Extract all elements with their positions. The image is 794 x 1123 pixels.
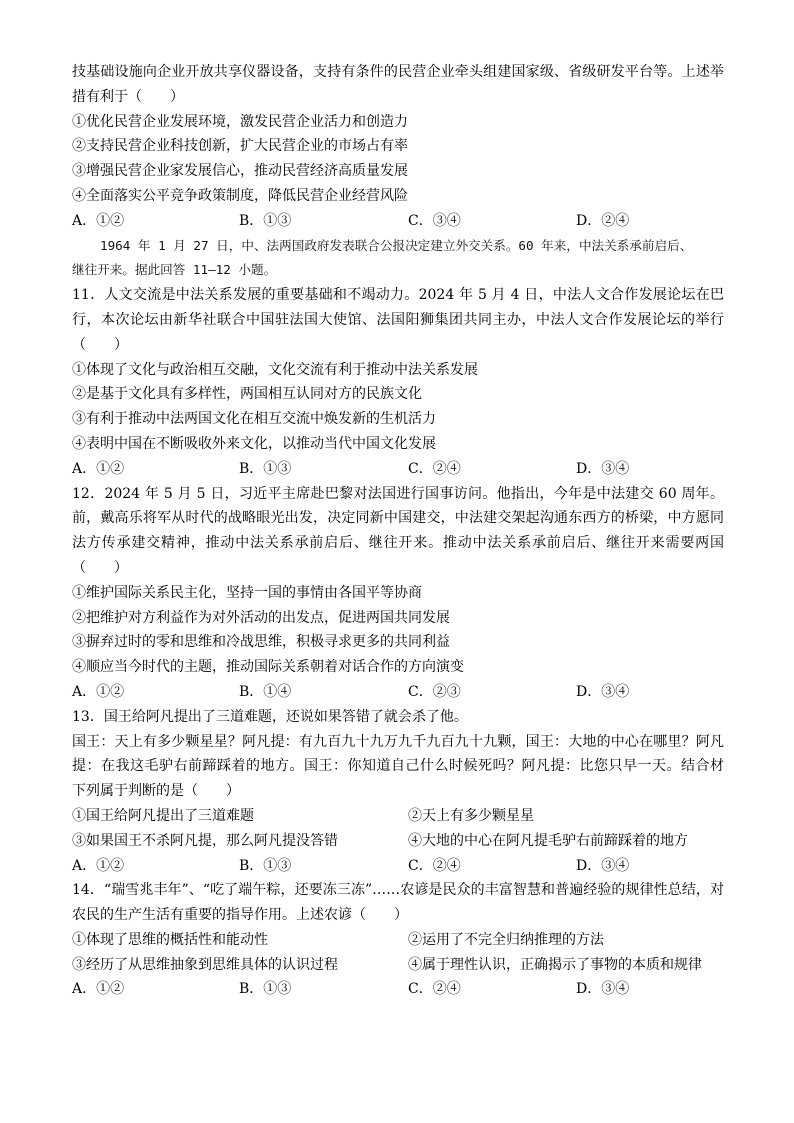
- option-a: A．①②: [72, 683, 125, 700]
- option-c: C．③④: [408, 212, 461, 229]
- question-text: 14．“瑞雪兆丰年”、“吃了端午粽，还要冻三冻”……农谚是民众的丰富智慧和普遍经验的规律性总结，对: [72, 882, 724, 899]
- option-c: C．②④: [408, 981, 461, 998]
- question-text: 措有利于（ ）: [72, 88, 184, 105]
- option-b: B．①④: [239, 683, 292, 700]
- statement: ③如果国王不杀阿凡提，那么阿凡提没答错: [72, 832, 338, 849]
- answer-options: [72, 854, 724, 879]
- statement: ②天上有多少颗星星: [408, 807, 534, 824]
- statement: ④表明中国在不断吸收外来文化，以推动当代中国文化发展: [72, 435, 436, 452]
- statement-row: [72, 928, 724, 953]
- question-text: 13．国王给阿凡提出了三道难题，还说如果答错了就会杀了他。: [72, 708, 468, 725]
- option-a: A．①②: [72, 460, 125, 477]
- question-text: （ ）: [72, 559, 128, 576]
- question-text: 下列属于判断的是（ ）: [72, 783, 240, 800]
- statement: ②运用了不完全归纳推理的方法: [408, 931, 604, 948]
- option-b: B．①③: [239, 981, 292, 998]
- answer-options: [72, 209, 724, 234]
- option-a: A．①②: [72, 981, 125, 998]
- statement: ③增强民营企业家发展信心，推动民营经济高质量发展: [72, 163, 408, 180]
- option-d: D．③④: [576, 683, 630, 700]
- statement: ①体现了文化与政治相互交融，文化交流有利于推动中法关系发展: [72, 361, 478, 378]
- statement-row: [72, 829, 724, 854]
- answer-options: [72, 457, 724, 482]
- option-d: D．③④: [576, 460, 630, 477]
- statement: ④全面落实公平竞争政策制度，降低民营企业经营风险: [72, 187, 408, 204]
- question-text: 12．2024 年 5 月 5 日，习近平主席赴巴黎对法国进行国事访问。他指出，今年是中法建交 60 周年。: [72, 485, 724, 502]
- option-b: B．①③: [239, 857, 292, 874]
- statement: ②支持民营企业科技创新，扩大民营企业的市场占有率: [72, 138, 408, 155]
- option-a: A．①②: [72, 857, 125, 874]
- question-14: [72, 878, 724, 1002]
- option-a: A．①②: [72, 212, 125, 229]
- question-text: 行，本次论坛由新华社联合中国驻法国大使馆、法国阳狮集团共同主办，中法人文合作发展论坛的举行: [72, 311, 724, 328]
- exam-page: [72, 60, 724, 1002]
- material-intro: [72, 234, 724, 284]
- question-10: [72, 60, 724, 234]
- option-b: B．①③: [239, 212, 292, 229]
- statement: ④属于理性认识，正确揭示了事物的本质和规律: [408, 956, 702, 973]
- statement: ①体现了思维的概括性和能动性: [72, 931, 268, 948]
- intro-text: 继往开来。据此回答 11—12 小题。: [72, 262, 277, 278]
- option-b: B．①③: [239, 460, 292, 477]
- question-text: 国王：天上有多少颗星星？阿凡提：有九百九十九万九千九百九十九颗，国王：大地的中心在哪里？阿凡: [72, 733, 724, 750]
- option-c: C．②④: [408, 460, 461, 477]
- statement: ④顺应当今时代的主题，推动国际关系朝着对话合作的方向演变: [72, 659, 464, 676]
- answer-options: [72, 977, 724, 1002]
- question-text: 11．人文交流是中法关系发展的重要基础和不竭动力。2024 年 5 月 4 日，中法人文合作发展论坛在巴: [72, 287, 724, 304]
- answer-options: [72, 680, 724, 705]
- question-13: [72, 705, 724, 879]
- statement: ①维护国际关系民主化，坚持一国的事情由各国平等协商: [72, 584, 422, 601]
- statement: ③摒弃过时的零和思维和冷战思维，积极寻求更多的共同利益: [72, 634, 450, 651]
- statement: ①优化民营企业发展环境，激发民营企业活力和创造力: [72, 113, 408, 130]
- option-c: C．②④: [408, 857, 461, 874]
- question-12: [72, 482, 724, 705]
- question-text: 技基础设施向企业开放共享仪器设备，支持有条件的民营企业牵头组建国家级、省级研发平台等。上述举: [72, 64, 724, 80]
- question-text: 法方传承建交精神，推动中法关系承前启后、继往开来。推动中法关系承前启后、继往开来需要两国: [72, 535, 724, 552]
- statement: ④大地的中心在阿凡提毛驴右前蹄踩着的地方: [408, 832, 688, 849]
- statement-row: [72, 804, 724, 829]
- question-11: [72, 283, 724, 481]
- option-c: C．②③: [408, 683, 461, 700]
- question-text: 前，戴高乐将军从时代的战略眼光出发，决定同新中国建交，中法建交架起沟通东西方的桥梁，中方愿同: [72, 510, 724, 527]
- statement: ②把维护对方利益作为对外活动的出发点，促进两国共同发展: [72, 609, 450, 626]
- statement: ③经历了从思维抽象到思维具体的认识过程: [72, 956, 338, 973]
- statement: ①国王给阿凡提出了三道难题: [72, 807, 254, 824]
- question-text: （ ）: [72, 336, 128, 353]
- intro-text: 1964 年 1 月 27 日，中、法两国政府发表联合公报决定建立外交关系。60 年来，中法关系承前启后、: [100, 237, 693, 253]
- option-d: D．②④: [576, 212, 630, 229]
- statement-row: [72, 953, 724, 978]
- statement: ③有利于推动中法两国文化在相互交流中焕发新的生机活力: [72, 411, 436, 428]
- option-d: D．③④: [576, 857, 630, 874]
- option-d: D．③④: [576, 981, 630, 998]
- statement: ②是基于文化具有多样性，两国相互认同对方的民族文化: [72, 386, 422, 403]
- question-text: 农民的生产生活有重要的指导作用。上述农谚（ ）: [72, 907, 408, 924]
- question-text: 提：在我这毛驴右前蹄踩着的地方。国王：你知道自己什么时候死吗？阿凡提：比您只早一天。结合材: [72, 758, 724, 775]
